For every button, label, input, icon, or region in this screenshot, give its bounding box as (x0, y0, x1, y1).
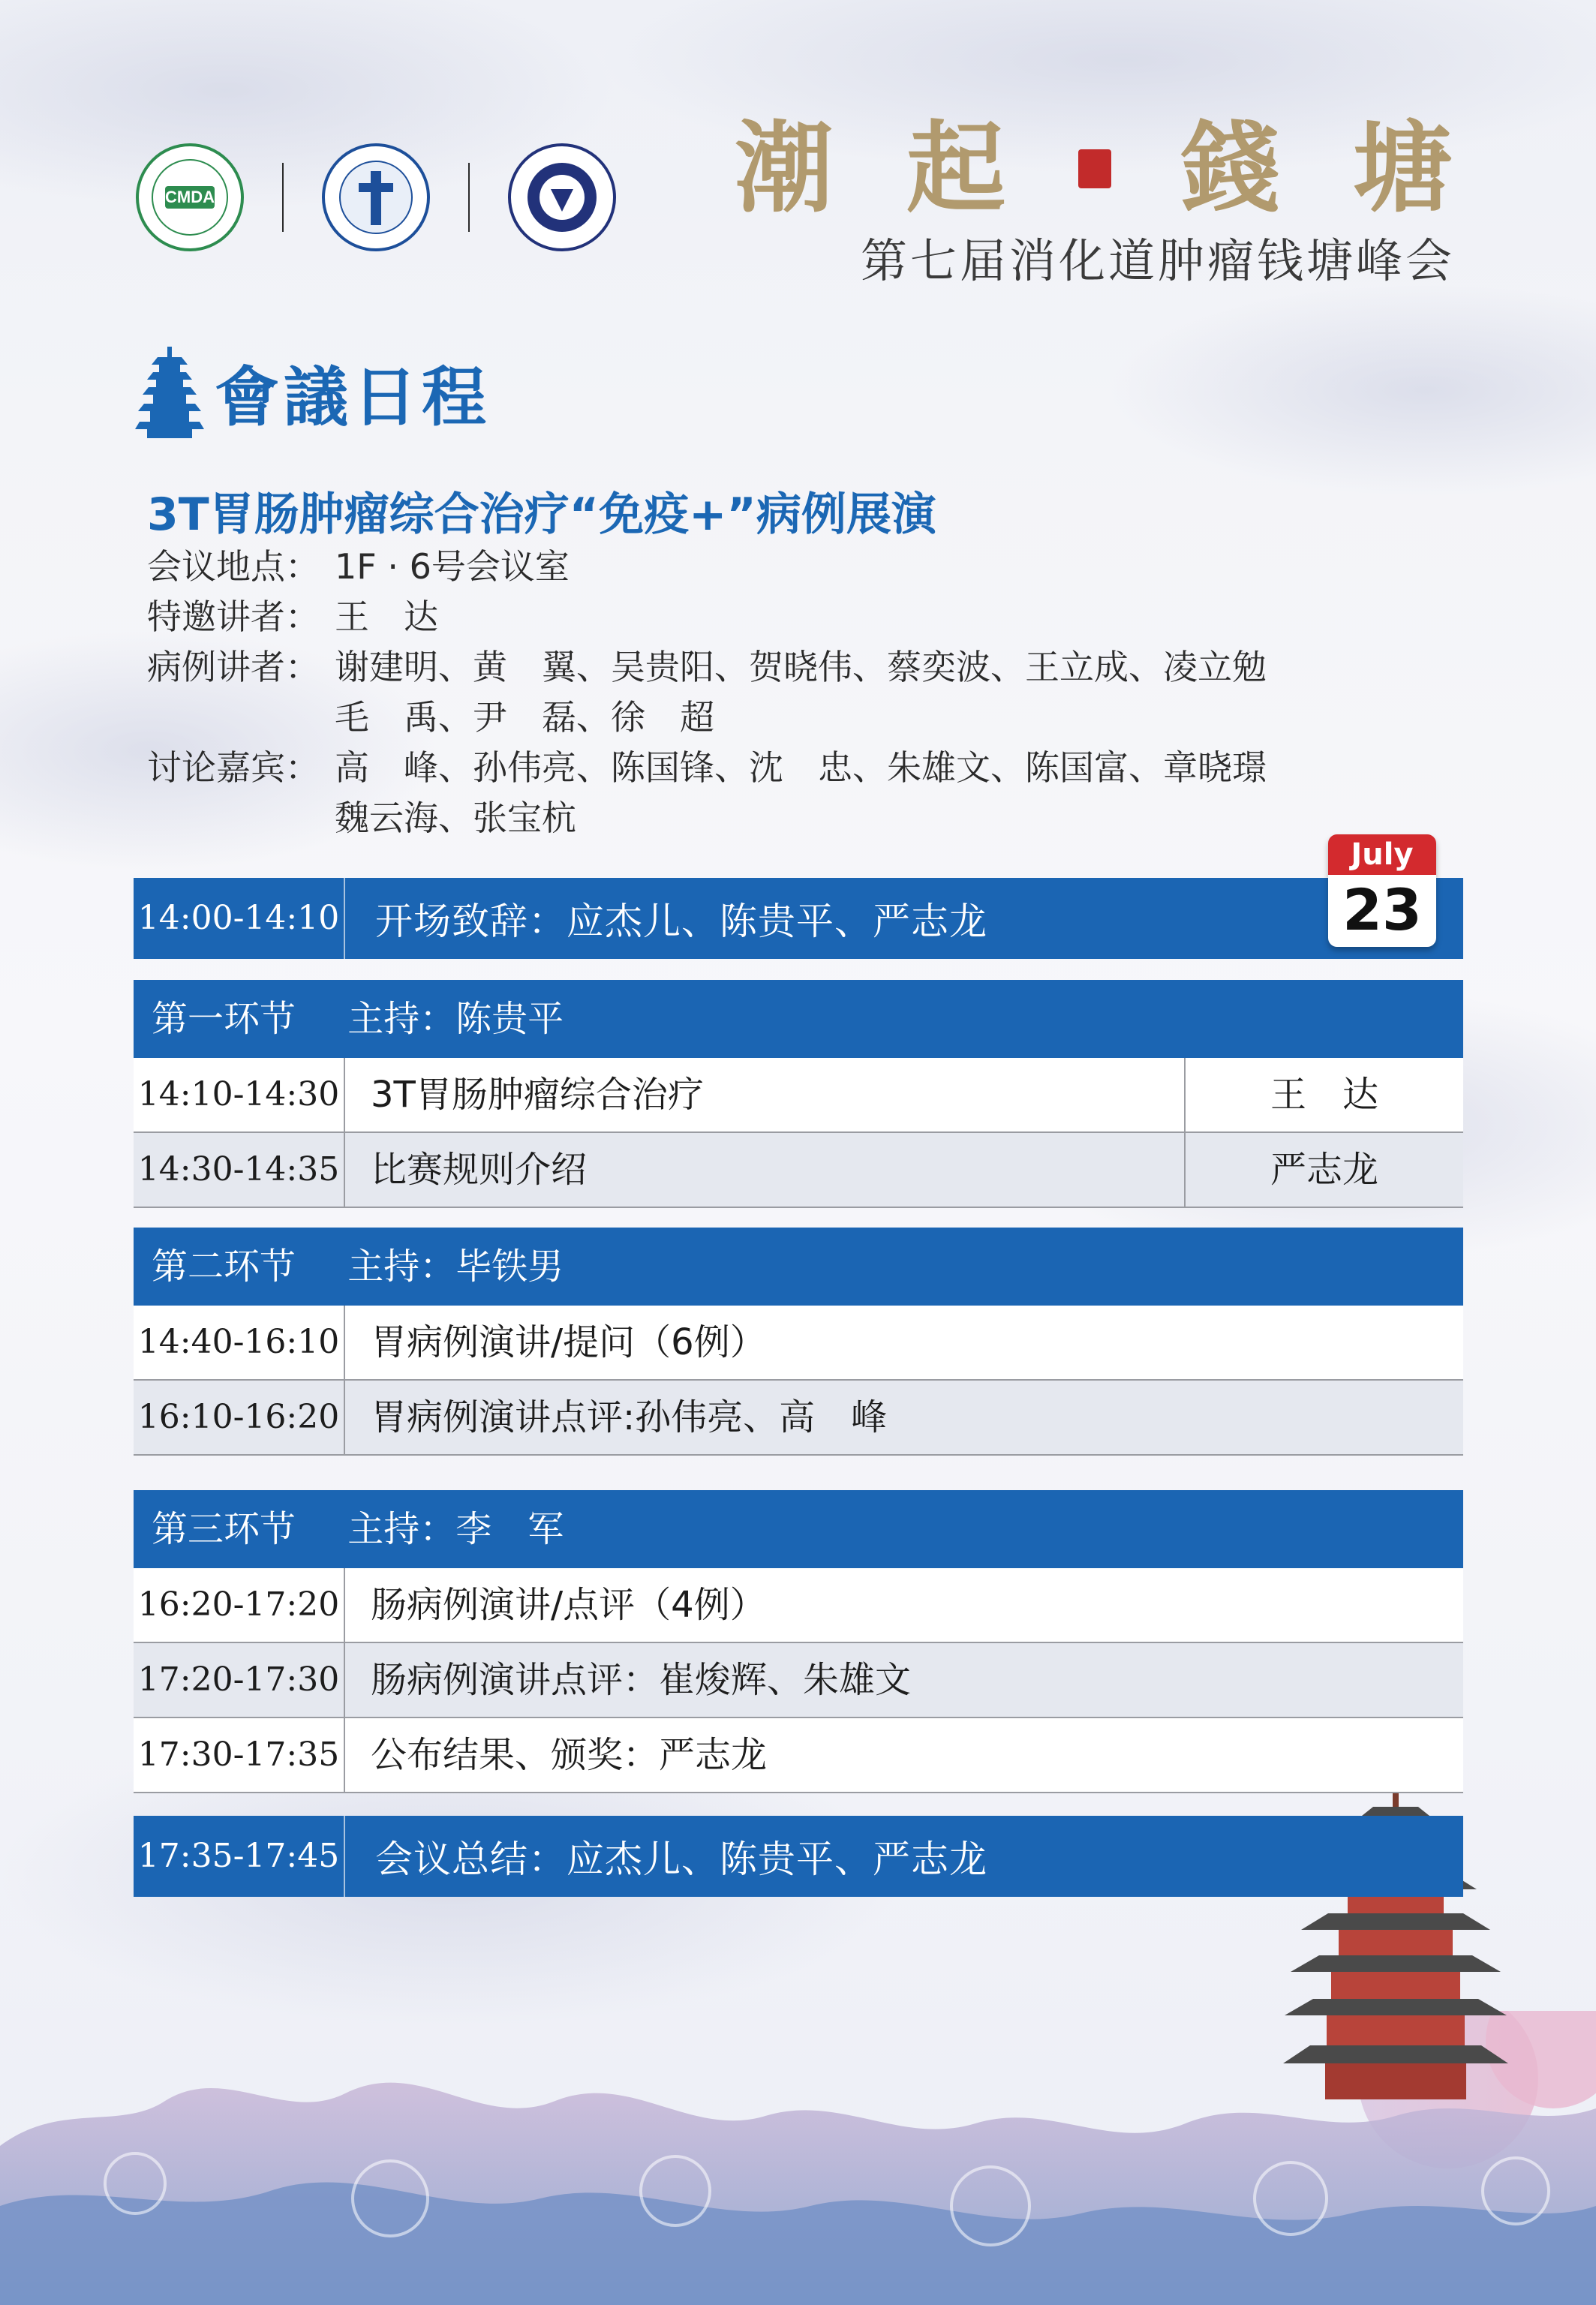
panel-label: 讨论嘉宾： (147, 747, 320, 788)
table-row (134, 1718, 1463, 1793)
opening-banner (134, 878, 1463, 959)
university-logo-icon (507, 143, 617, 252)
row-time: 14:10-14:30 (134, 1058, 345, 1131)
event-title: 3T胃肠肿瘤综合治疗“免疫+”病例展演 (147, 488, 936, 541)
section2-host: 主持：毕铁男 (347, 1246, 564, 1288)
section3-name: 第三环节 (152, 1508, 296, 1550)
logo-divider (282, 163, 284, 232)
row-time: 14:30-14:35 (134, 1133, 345, 1207)
row-time: 16:20-17:20 (134, 1568, 345, 1642)
pagoda-icon (135, 345, 204, 438)
closing-time: 17:35-17:45 (134, 1816, 345, 1897)
table-row (134, 1568, 1463, 1643)
closing-text: 会议总结：应杰儿、陈贵平、严志龙 (375, 1838, 987, 1881)
event-info (147, 542, 1267, 843)
date-month: July (1328, 834, 1436, 875)
row-time: 16:10-16:20 (134, 1381, 345, 1454)
row-topic: 胃病例演讲点评:孙伟亮、高 峰 (371, 1396, 888, 1438)
case-speakers-label: 病例讲者： (147, 647, 320, 687)
special-speaker-value: 王 达 (335, 597, 438, 637)
row-speaker: 严志龙 (1184, 1133, 1463, 1207)
closing-banner (134, 1816, 1463, 1897)
section-title: 會議日程 (215, 359, 491, 435)
row-time: 17:30-17:35 (134, 1718, 345, 1792)
row-time: 14:40-16:10 (134, 1306, 345, 1379)
row-topic: 肠病例演讲点评：崔焌辉、朱雄文 (371, 1659, 912, 1701)
brand-char: 起 (906, 110, 1008, 227)
opening-text: 开场致辞：应杰儿、陈贵平、严志龙 (375, 900, 987, 943)
section1-header (134, 980, 1463, 1058)
table-row (134, 1306, 1463, 1381)
section-heading (135, 345, 491, 438)
row-speaker: 王 达 (1184, 1058, 1463, 1131)
section3-header (134, 1490, 1463, 1568)
panel-line1: 高 峰、孙伟亮、陈国锋、沈 忠、朱雄文、陈国富、章晓璟 (335, 747, 1267, 788)
row-time: 17:20-17:30 (134, 1643, 345, 1717)
table-row (134, 1643, 1463, 1718)
row-topic: 3T胃肠肿瘤综合治疗 (371, 1074, 704, 1116)
info-row-case-cont (147, 693, 1267, 743)
case-speakers-line1: 谢建明、黄 翼、吴贵阳、贺晓伟、蔡奕波、王立成、凌立勉 (335, 647, 1267, 687)
table-row (134, 1381, 1463, 1456)
row-topic: 胃病例演讲/提问（6例） (371, 1321, 766, 1363)
venue-label: 会议地点： (147, 546, 320, 587)
section2-header (134, 1228, 1463, 1306)
brand-char: 錢 (1181, 110, 1283, 227)
date-day: 23 (1342, 876, 1422, 943)
info-row-special (147, 592, 1267, 642)
logo-divider (468, 163, 470, 232)
seal-stamp-icon (1078, 149, 1111, 188)
special-speaker-label: 特邀讲者： (147, 597, 320, 637)
info-row-panel-cont (147, 793, 1267, 843)
section2-name: 第二环节 (152, 1246, 296, 1288)
info-row-case (147, 642, 1267, 693)
panel-line2: 魏云海、张宝杭 (335, 798, 576, 838)
cmda-logo-text: CMDA (165, 188, 215, 206)
anti-cancer-association-logo-icon (321, 143, 431, 252)
brand-title (735, 110, 1455, 227)
brand-char: 塘 (1353, 110, 1455, 227)
case-speakers-line2: 毛 禹、尹 磊、徐 超 (335, 697, 714, 738)
section1-name: 第一环节 (152, 998, 296, 1040)
info-row-venue (147, 542, 1267, 592)
brand-char: 潮 (735, 110, 837, 227)
organizer-logos (135, 141, 617, 254)
section3-host: 主持：李 军 (347, 1508, 564, 1550)
venue-value: 1F · 6号会议室 (335, 546, 570, 587)
table-row (134, 1133, 1463, 1208)
brand-subtitle: 第七届消化道肿瘤钱塘峰会 (860, 233, 1455, 288)
date-badge (1328, 834, 1436, 947)
row-topic: 比赛规则介绍 (371, 1149, 588, 1191)
opening-time: 14:00-14:10 (134, 878, 345, 959)
table-row (134, 1058, 1463, 1133)
row-topic: 公布结果、颁奖：严志龙 (371, 1734, 768, 1776)
cmda-logo-icon (135, 143, 245, 252)
row-topic: 肠病例演讲/点评（4例） (371, 1584, 766, 1626)
info-row-panel (147, 743, 1267, 793)
section1-host: 主持：陈贵平 (347, 998, 564, 1040)
